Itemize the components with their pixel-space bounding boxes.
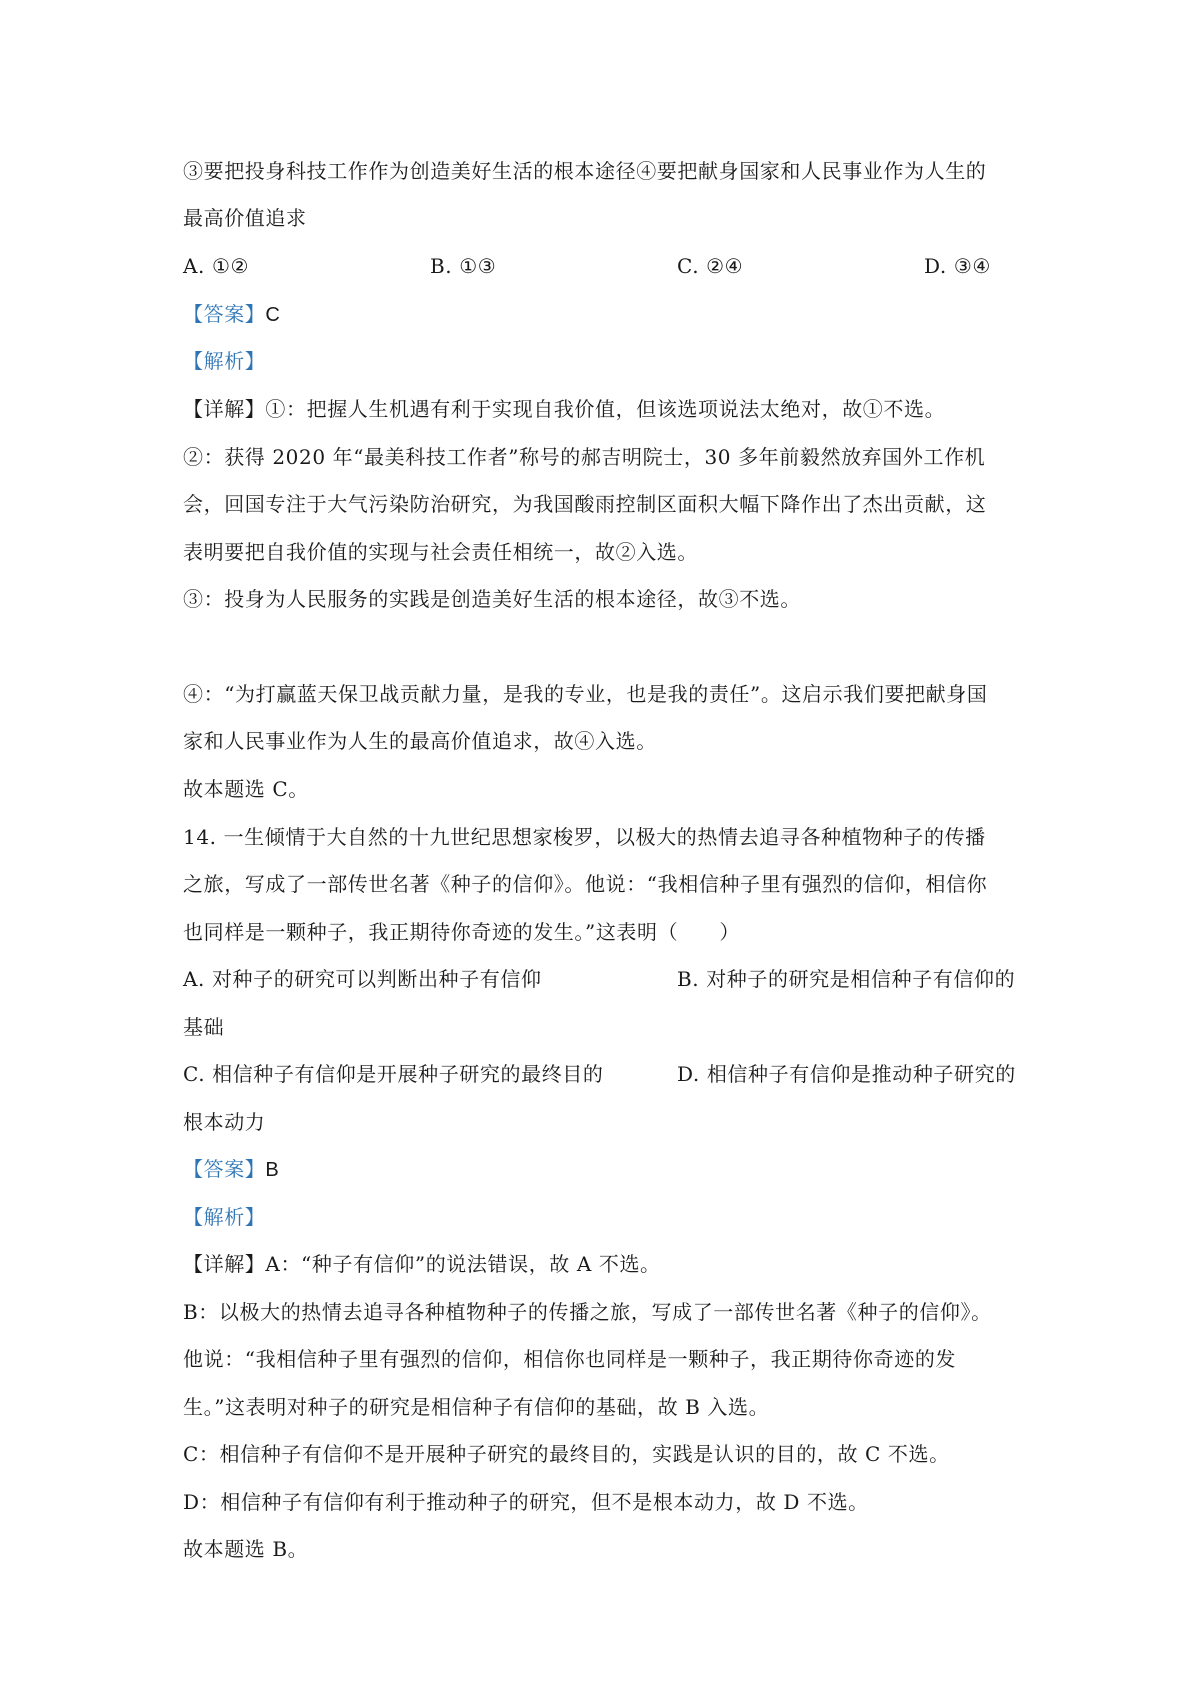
answer-value: B bbox=[265, 1159, 280, 1181]
detail-tag: 【详解】 bbox=[183, 397, 266, 421]
detail-text: A：“种子有信仰”的说法错误，故 A 不选。 bbox=[265, 1252, 661, 1276]
q14-detail-line: C：相信种子有信仰不是开展种子研究的最终目的，实践是认识的目的，故 C 不选。 bbox=[183, 1442, 950, 1466]
analysis-tag: 【解析】 bbox=[183, 1205, 266, 1229]
q13-detail-line: ④：“为打赢蓝天保卫战贡献力量，是我的专业，也是我的责任”。这启示我们要把献身国 bbox=[183, 682, 988, 706]
q14-choice-d-cont: 根本动力 bbox=[183, 1110, 266, 1134]
q13-detail-line: 会，回国专注于大气污染防治研究，为我国酸雨控制区面积大幅下降作出了杰出贡献，这 bbox=[183, 492, 987, 516]
q13-detail-line bbox=[183, 396, 945, 422]
answer-tag: 【答案】 bbox=[183, 302, 266, 326]
q14-choice-d: D. 相信种子有信仰是推动种子研究的 bbox=[677, 1062, 1016, 1086]
q14-answer bbox=[183, 1156, 279, 1183]
q14-detail-line: B：以极大的热情去追寻各种植物种子的传播之旅，写成了一部传世名著《种子的信仰》。 bbox=[183, 1300, 992, 1324]
detail-tag: 【详解】 bbox=[183, 1252, 266, 1276]
q14-conclusion: 故本题选 B。 bbox=[183, 1537, 309, 1561]
q13-option-line-3-4: ③要把投身科技工作作为创造美好生活的根本途径④要把献身国家和人民事业作为人生的 bbox=[183, 159, 987, 183]
q13-detail-line: 家和人民事业作为人生的最高价值追求，故④入选。 bbox=[183, 729, 657, 753]
q14-choice-b: B. 对种子的研究是相信种子有信仰的 bbox=[677, 967, 1016, 991]
q14-detail-line: 他说：“我相信种子里有强烈的信仰，相信你也同样是一颗种子，我正期待你奇迹的发 bbox=[183, 1347, 957, 1371]
q13-choice-c: C. ②④ bbox=[677, 254, 744, 278]
q14-stem-line: 14. 一生倾情于大自然的十九世纪思想家梭罗，以极大的热情去追寻各种植物种子的传播 bbox=[183, 825, 986, 849]
q14-choice-b-cont: 基础 bbox=[183, 1015, 225, 1039]
q14-detail-line: D：相信种子有信仰有利于推动种子的研究，但不是根本动力，故 D 不选。 bbox=[183, 1490, 869, 1514]
q13-choice-d: D. ③④ bbox=[924, 254, 991, 278]
q14-detail-line: 生。”这表明对种子的研究是相信种子有信仰的基础，故 B 入选。 bbox=[183, 1395, 770, 1419]
q13-detail-line: ②：获得 2020 年“最美科技工作者”称号的郝吉明院士，30 多年前毅然放弃国外工作机 bbox=[183, 445, 986, 469]
q14-choice-c: C. 相信种子有信仰是开展种子研究的最终目的 bbox=[183, 1062, 604, 1086]
q13-detail-line: 表明要把自我价值的实现与社会责任相统一，故②入选。 bbox=[183, 540, 698, 564]
q13-answer bbox=[183, 301, 280, 328]
detail-text: ①：把握人生机遇有利于实现自我价值，但该选项说法太绝对，故①不选。 bbox=[265, 397, 946, 421]
q13-option-line-cont: 最高价值追求 bbox=[183, 206, 307, 230]
q14-stem-line: 也同样是一颗种子，我正期待你奇迹的发生。”这表明（ ） bbox=[183, 920, 741, 944]
q14-choice-a: A. 对种子的研究可以判断出种子有信仰 bbox=[183, 967, 542, 991]
answer-value: C bbox=[265, 304, 281, 326]
q13-analysis bbox=[183, 348, 265, 374]
q13-choice-b: B. ①③ bbox=[430, 254, 497, 278]
q13-conclusion: 故本题选 C。 bbox=[183, 777, 309, 801]
q13-choice-a: A. ①② bbox=[183, 254, 250, 278]
q14-stem-line: 之旅，写成了一部传世名著《种子的信仰》。他说：“我相信种子里有强烈的信仰，相信你 bbox=[183, 872, 988, 896]
analysis-tag: 【解析】 bbox=[183, 349, 266, 373]
q14-analysis bbox=[183, 1204, 265, 1230]
q14-detail-line bbox=[183, 1251, 661, 1277]
answer-tag: 【答案】 bbox=[183, 1157, 266, 1181]
q13-detail-line: ③：投身为人民服务的实践是创造美好生活的根本途径，故③不选。 bbox=[183, 587, 801, 611]
